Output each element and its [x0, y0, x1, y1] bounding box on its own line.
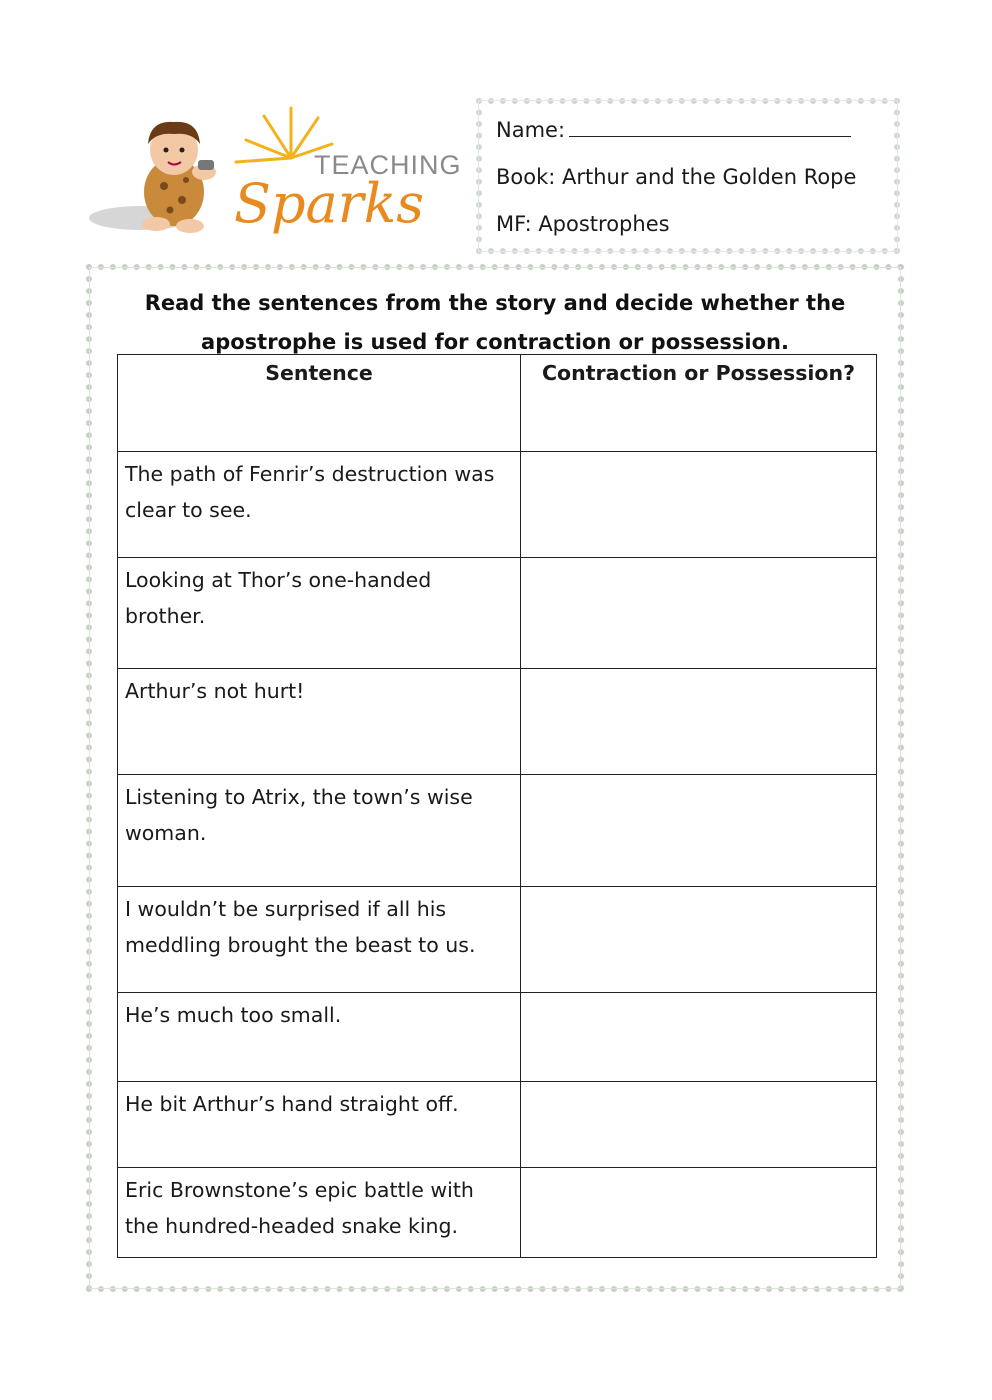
sentence-cell	[118, 452, 521, 558]
caveman-mascot-icon	[142, 122, 216, 233]
sentence-line-1: The path of Fenrir’s destruction was	[125, 462, 495, 486]
name-label: Name:	[496, 118, 566, 142]
answer-cell[interactable]	[521, 669, 877, 775]
answer-cell[interactable]	[521, 558, 877, 669]
sentence-line-2: clear to see.	[125, 498, 252, 522]
mf-label: MF: Apostrophes	[496, 212, 670, 236]
student-info-box	[476, 98, 900, 254]
table-row	[118, 669, 877, 775]
name-field[interactable]	[496, 118, 851, 142]
sentence-line-1: He’s much too small.	[125, 1003, 342, 1027]
table-row	[118, 1082, 877, 1168]
table-row	[118, 887, 877, 993]
sentence-cell	[118, 1082, 521, 1168]
sentence-line-1: Eric Brownstone’s epic battle with	[125, 1178, 474, 1202]
book-label: Book: Arthur and the Golden Rope	[496, 165, 857, 189]
table-row	[118, 993, 877, 1082]
answer-cell[interactable]	[521, 452, 877, 558]
answer-cell[interactable]	[521, 993, 877, 1082]
table-header-row	[118, 355, 877, 452]
table-row	[118, 775, 877, 887]
sentence-line-2: woman.	[125, 821, 207, 845]
sentence-line-1: Arthur’s not hurt!	[125, 679, 305, 703]
table-row	[118, 452, 877, 558]
sentence-cell	[118, 775, 521, 887]
sentence-line-2: the hundred-headed snake king.	[125, 1214, 459, 1238]
sentence-cell	[118, 669, 521, 775]
header-sentence: Sentence	[118, 355, 521, 452]
answer-cell[interactable]	[521, 1168, 877, 1258]
instructions	[92, 284, 898, 362]
sentence-cell	[118, 993, 521, 1082]
answer-cell[interactable]	[521, 887, 877, 993]
apostrophe-table	[117, 354, 877, 1258]
header-contraction-or-possession: Contraction or Possession?	[521, 355, 877, 452]
table-row	[118, 1168, 877, 1258]
sentence-cell	[118, 887, 521, 993]
table-row	[118, 558, 877, 669]
answer-cell[interactable]	[521, 1082, 877, 1168]
logo-teaching-text: TEACHING	[314, 150, 462, 180]
sentence-line-1: He bit Arthur’s hand straight off.	[125, 1092, 459, 1116]
sentence-cell	[118, 1168, 521, 1258]
sentence-line-2: brother.	[125, 604, 206, 628]
sentence-line-1: I wouldn’t be surprised if all his	[125, 897, 447, 921]
sentence-line-1: Listening to Atrix, the town’s wise	[125, 785, 473, 809]
teaching-sparks-logo	[86, 100, 462, 248]
sentence-line-1: Looking at Thor’s one-handed	[125, 568, 432, 592]
logo-sparks-text: Sparks	[234, 172, 425, 235]
instructions-line-1: Read the sentences from the story and decide whether the	[144, 291, 846, 315]
name-blank-line[interactable]	[569, 118, 851, 137]
answer-cell[interactable]	[521, 775, 877, 887]
sentence-cell	[118, 558, 521, 669]
sentence-line-2: meddling brought the beast to us.	[125, 933, 476, 957]
instructions-line-2: apostrophe is used for contraction or possession.	[201, 330, 789, 354]
worksheet-frame	[86, 264, 904, 1292]
